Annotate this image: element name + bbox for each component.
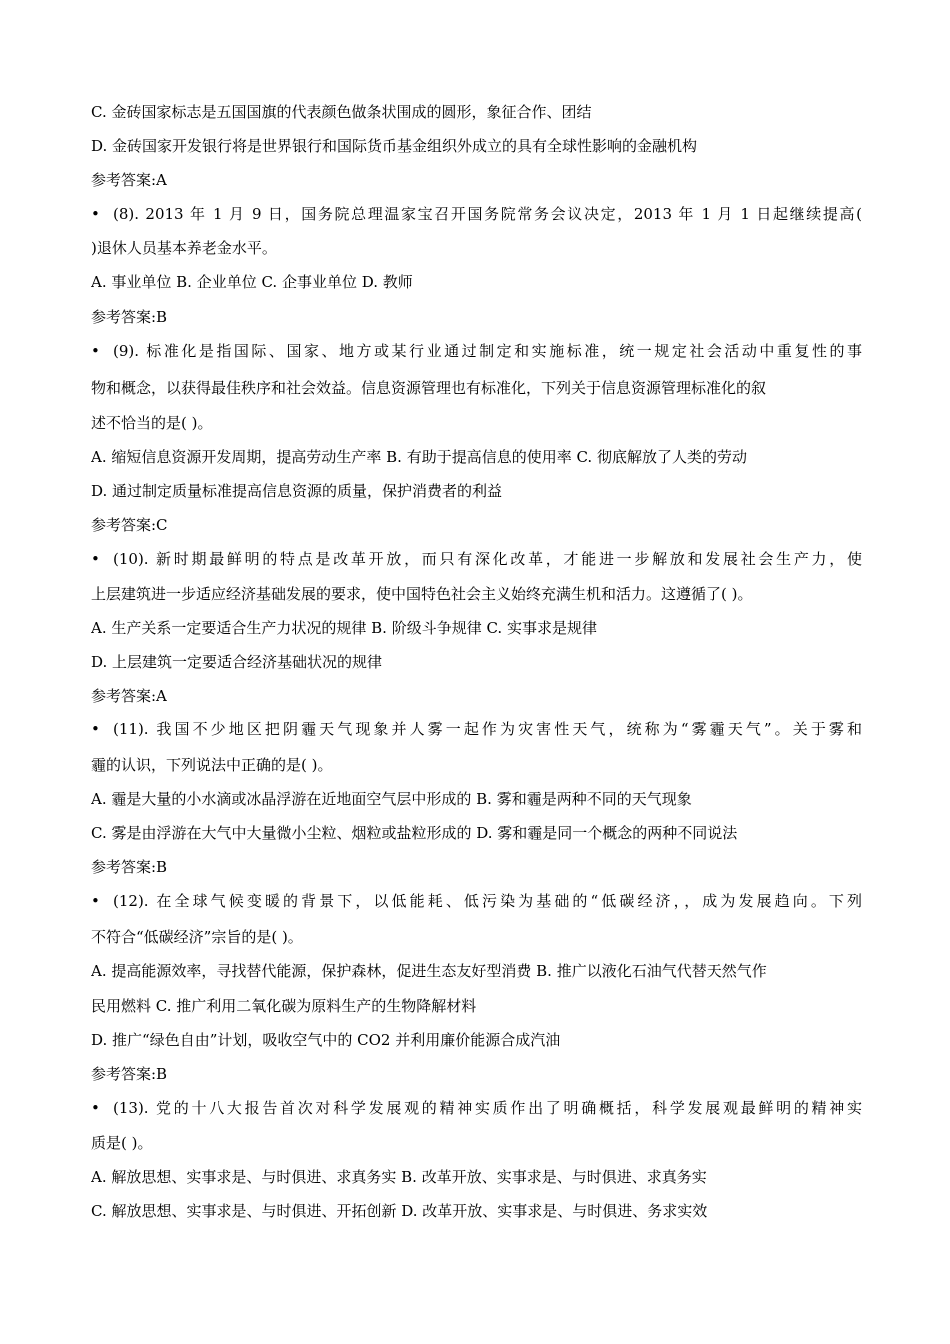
q13-options-line-2: C. 解放思想、实事求是、与时俱进、开拓创新 D. 改革开放、实事求是、与时俱进、务求实效: [91, 1202, 708, 1220]
q9-stem-line-1: [91, 341, 862, 361]
q11-stem-line-2: 霾的认识，下列说法中正确的是( )。: [91, 756, 333, 774]
q11-stem-text: (11). 我国不少地区把阴霾天气现象并人雾一起作为灾害性天气，统称为“雾霾天气”。关于雾和: [113, 720, 862, 738]
bullet-icon: •: [91, 342, 100, 360]
bullet-icon: •: [91, 720, 100, 738]
q12-options-line-3: D. 推广“绿色自由”计划，吸收空气中的 CO2 并利用廉价能源合成汽油: [91, 1031, 561, 1049]
q8-stem-text: (8). 2013 年 1 月 9 日，国务院总理温家宝召开国务院常务会议决定，2013 年 1 月 1 日起继续提高(: [113, 205, 862, 223]
q10-answer: 参考答案:A: [91, 687, 167, 705]
bullet-icon: •: [91, 1099, 100, 1117]
q13-stem-line-1: [91, 1098, 862, 1118]
q10-options-line-1: A. 生产关系一定要适合生产力状况的规律 B. 阶级斗争规律 C. 实事求是规律: [91, 619, 597, 637]
q12-stem-line-1: [91, 891, 862, 911]
q11-options-line-1: A. 霾是大量的小水滴或冰晶浮游在近地面空气层中形成的 B. 雾和霾是两种不同的天气现象: [91, 790, 692, 808]
q10-options-line-2: D. 上层建筑一定要适合经济基础状况的规律: [91, 653, 383, 671]
q8-stem-line-1: [91, 204, 862, 224]
q8-stem-line-2: )退休人员基本养老金水平。: [91, 239, 277, 257]
q11-answer: 参考答案:B: [91, 858, 168, 876]
q12-options-line-2: 民用燃料 C. 推广利用二氧化碳为原料生产的生物降解材料: [91, 997, 477, 1015]
q12-stem-text: (12). 在全球气候变暖的背景下，以低能耗、低污染为基础的“低碳经济，，成为发展趋向。下列: [113, 892, 862, 910]
q7-answer: 参考答案:A: [91, 171, 167, 189]
bullet-icon: •: [91, 550, 100, 568]
q13-options-line-1: A. 解放思想、实事求是、与时俱进、求真务实 B. 改革开放、实事求是、与时俱进、求真务实: [91, 1168, 707, 1186]
q7-option-c: C. 金砖国家标志是五国国旗的代表颜色做条状围成的圆形，象征合作、团结: [91, 103, 592, 121]
q10-stem-line-1: [91, 549, 862, 569]
q8-options: A. 事业单位 B. 企业单位 C. 企事业单位 D. 教师: [91, 273, 413, 291]
q12-answer: 参考答案:B: [91, 1065, 168, 1083]
q7-option-d: D. 金砖国家开发银行将是世界银行和国际货币基金组织外成立的具有全球性影响的金融机构: [91, 137, 698, 155]
q9-answer: 参考答案:C: [91, 516, 168, 534]
bullet-icon: •: [91, 892, 100, 910]
q9-options-line-2: D. 通过制定质量标准提高信息资源的质量，保护消费者的利益: [91, 482, 503, 500]
q10-stem-text: (10). 新时期最鲜明的特点是改革开放，而只有深化改革，才能进一步解放和发展社会生产力，使: [113, 550, 862, 568]
q11-options-line-2: C. 雾是由浮游在大气中大量微小尘粒、烟粒或盐粒形成的 D. 雾和霾是同一个概念的两种不同说法: [91, 824, 738, 842]
q13-stem-text: (13). 党的十八大报告首次对科学发展观的精神实质作出了明确概括，科学发展观最鲜明的精神实: [113, 1099, 862, 1117]
q13-stem-line-2: 质是( )。: [91, 1134, 153, 1152]
q9-stem-text: (9). 标准化是指国际、国家、地方或某行业通过制定和实施标准，统一规定社会活动中重复性的事: [113, 342, 862, 360]
bullet-icon: •: [91, 205, 100, 223]
q9-options-line-1: A. 缩短信息资源开发周期，提高劳动生产率 B. 有助于提高信息的使用率 C. 彻底解放了人类的劳动: [91, 448, 747, 466]
q10-stem-line-2: 上层建筑进一步适应经济基础发展的要求，使中国特色社会主义始终充满生机和活力。这遵循了( )。: [91, 585, 753, 603]
q12-stem-line-2: 不符合“低碳经济”宗旨的是( )。: [91, 928, 303, 946]
q9-stem-line-3: 述不恰当的是( )。: [91, 414, 213, 432]
q12-options-line-1: A. 提高能源效率，寻找替代能源，保护森林，促进生态友好型消费 B. 推广以液化石油气代替天然气作: [91, 962, 767, 980]
q8-answer: 参考答案:B: [91, 308, 168, 326]
q11-stem-line-1: [91, 719, 862, 739]
q9-stem-line-2: 物和概念，以获得最佳秩序和社会效益。信息资源管理也有标准化，下列关于信息资源管理标准化的叙: [91, 379, 767, 397]
